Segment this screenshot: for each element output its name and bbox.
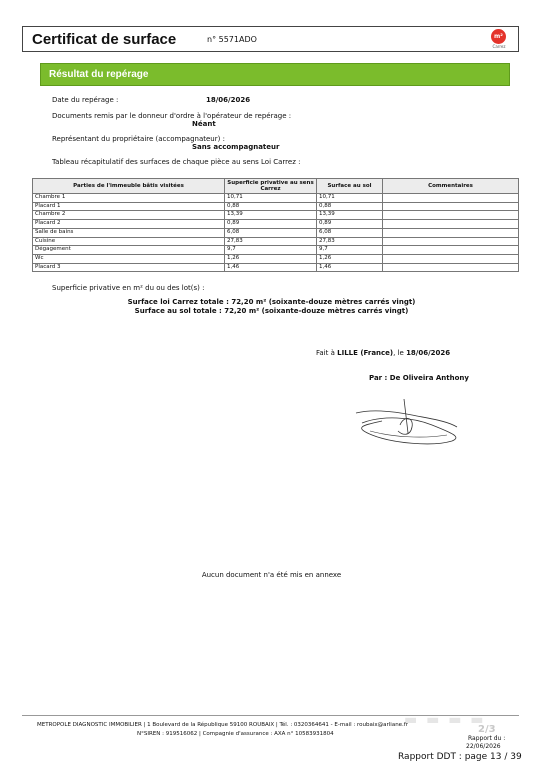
fait-date: 18/06/2026 bbox=[406, 349, 451, 357]
cell-carrez: 0,89 bbox=[225, 220, 317, 229]
footer-company-line: METROPOLE DIAGNOSTIC IMMOBILIER | 1 Boulevard de la République 59100 ROUBAIX | Tél. : 0320364641 - E-mail : roubaix@arliane.fr bbox=[37, 722, 409, 728]
author-name: De Oliveira Anthony bbox=[389, 374, 469, 382]
cell-comment bbox=[383, 246, 519, 255]
cell-comment bbox=[383, 254, 519, 263]
document-title: Certificat de surface bbox=[32, 31, 177, 48]
footer-watermark: ▬ ▬ ▬ ▬ bbox=[404, 712, 486, 728]
date-label: Date du repérage : bbox=[52, 96, 119, 104]
cell-comment bbox=[383, 211, 519, 220]
cell-room: Salle de bains bbox=[33, 228, 225, 237]
section-title: Résultat du repérage bbox=[49, 69, 149, 80]
cell-carrez: 10,71 bbox=[225, 194, 317, 203]
cell-sol: 10,71 bbox=[317, 194, 383, 203]
table-row bbox=[33, 254, 519, 263]
cell-sol: 1,46 bbox=[317, 263, 383, 272]
table-row bbox=[33, 246, 519, 255]
cell-comment bbox=[383, 194, 519, 203]
cell-sol: 0,89 bbox=[317, 220, 383, 229]
table-row bbox=[33, 202, 519, 211]
header-sol: Surface au sol bbox=[317, 179, 383, 194]
cell-sol: 13,39 bbox=[317, 211, 383, 220]
table-header-row bbox=[33, 179, 519, 194]
total-carrez: Surface loi Carrez totale : 72,20 m² (soixante-douze mètres carrés vingt) bbox=[127, 298, 416, 306]
cell-room: Placard 3 bbox=[33, 263, 225, 272]
par-label: Par : bbox=[369, 374, 388, 382]
cell-sol: 1,26 bbox=[317, 254, 383, 263]
cell-carrez: 6,08 bbox=[225, 228, 317, 237]
rapport-date: 22/06/2026 bbox=[466, 743, 501, 750]
cell-sol: 9,7 bbox=[317, 246, 383, 255]
fait-city: LILLE (France) bbox=[337, 349, 394, 357]
cell-sol: 0,88 bbox=[317, 202, 383, 211]
cell-comment bbox=[383, 202, 519, 211]
footer-siren-line: N°SIREN : 919516062 | Compagnie d'assurance : AXA n° 10583931804 bbox=[137, 731, 334, 737]
total-sol: Surface au sol totale : 72,20 m² (soixante-douze mètres carrés vingt) bbox=[134, 307, 409, 315]
rapport-label: Rapport du : bbox=[468, 735, 506, 742]
header-carrez: Superficie privative au sens Carrez bbox=[225, 179, 317, 194]
cell-carrez: 1,26 bbox=[225, 254, 317, 263]
cell-carrez: 1,46 bbox=[225, 263, 317, 272]
cell-sol: 27,83 bbox=[317, 237, 383, 246]
cell-room: Wc bbox=[33, 254, 225, 263]
company-logo bbox=[488, 29, 510, 50]
representative-value: Sans accompagnateur bbox=[192, 143, 280, 151]
cell-carrez: 13,39 bbox=[225, 211, 317, 220]
section-banner bbox=[40, 63, 510, 86]
header-commentaires: Commentaires bbox=[383, 179, 519, 194]
table-intro: Tableau récapitulatif des surfaces de chaque pièce au sens Loi Carrez : bbox=[52, 158, 301, 166]
cell-carrez: 0,88 bbox=[225, 202, 317, 211]
header-parties: Parties de l'immeuble bâtis visitées bbox=[33, 179, 225, 194]
documents-value: Néant bbox=[192, 120, 216, 128]
par-line bbox=[369, 374, 469, 382]
representative-label: Représentant du propriétaire (accompagnateur) : bbox=[52, 135, 225, 143]
cell-carrez: 9,7 bbox=[225, 246, 317, 255]
logo-disc: m² bbox=[491, 29, 506, 44]
totals-intro: Superficie privative en m² du ou des lot(s) : bbox=[52, 284, 205, 292]
document-header bbox=[22, 26, 519, 52]
cell-carrez: 27,83 bbox=[225, 237, 317, 246]
cell-room: Placard 2 bbox=[33, 220, 225, 229]
cell-room: Placard 1 bbox=[33, 202, 225, 211]
page-number: 2/3 bbox=[478, 724, 496, 735]
fait-a-line bbox=[316, 349, 450, 357]
date-value: 18/06/2026 bbox=[206, 96, 251, 104]
cell-room: Chambre 2 bbox=[33, 211, 225, 220]
logo-caption: Carrez bbox=[492, 44, 506, 49]
table-row bbox=[33, 194, 519, 203]
table-row bbox=[33, 220, 519, 229]
cell-room: Dégagement bbox=[33, 246, 225, 255]
annex-note: Aucun document n'a été mis en annexe bbox=[201, 571, 342, 579]
table-row bbox=[33, 263, 519, 272]
table-row bbox=[33, 211, 519, 220]
documents-label: Documents remis par le donneur d'ordre à l'opérateur de repérage : bbox=[52, 112, 292, 120]
surface-table bbox=[32, 178, 519, 272]
fait-prefix: Fait à bbox=[316, 349, 335, 357]
cell-comment bbox=[383, 228, 519, 237]
cell-comment bbox=[383, 263, 519, 272]
cell-comment bbox=[383, 237, 519, 246]
cell-room: Chambre 1 bbox=[33, 194, 225, 203]
fait-le: , le bbox=[393, 349, 404, 357]
table-row bbox=[33, 228, 519, 237]
cell-sol: 6,08 bbox=[317, 228, 383, 237]
certificate-number: n° 5571ADO bbox=[207, 35, 257, 44]
table-row bbox=[33, 237, 519, 246]
cell-room: Cuisine bbox=[33, 237, 225, 246]
ddt-page: Rapport DDT : page 13 / 39 bbox=[398, 752, 522, 762]
signature-image bbox=[352, 395, 467, 455]
cell-comment bbox=[383, 220, 519, 229]
